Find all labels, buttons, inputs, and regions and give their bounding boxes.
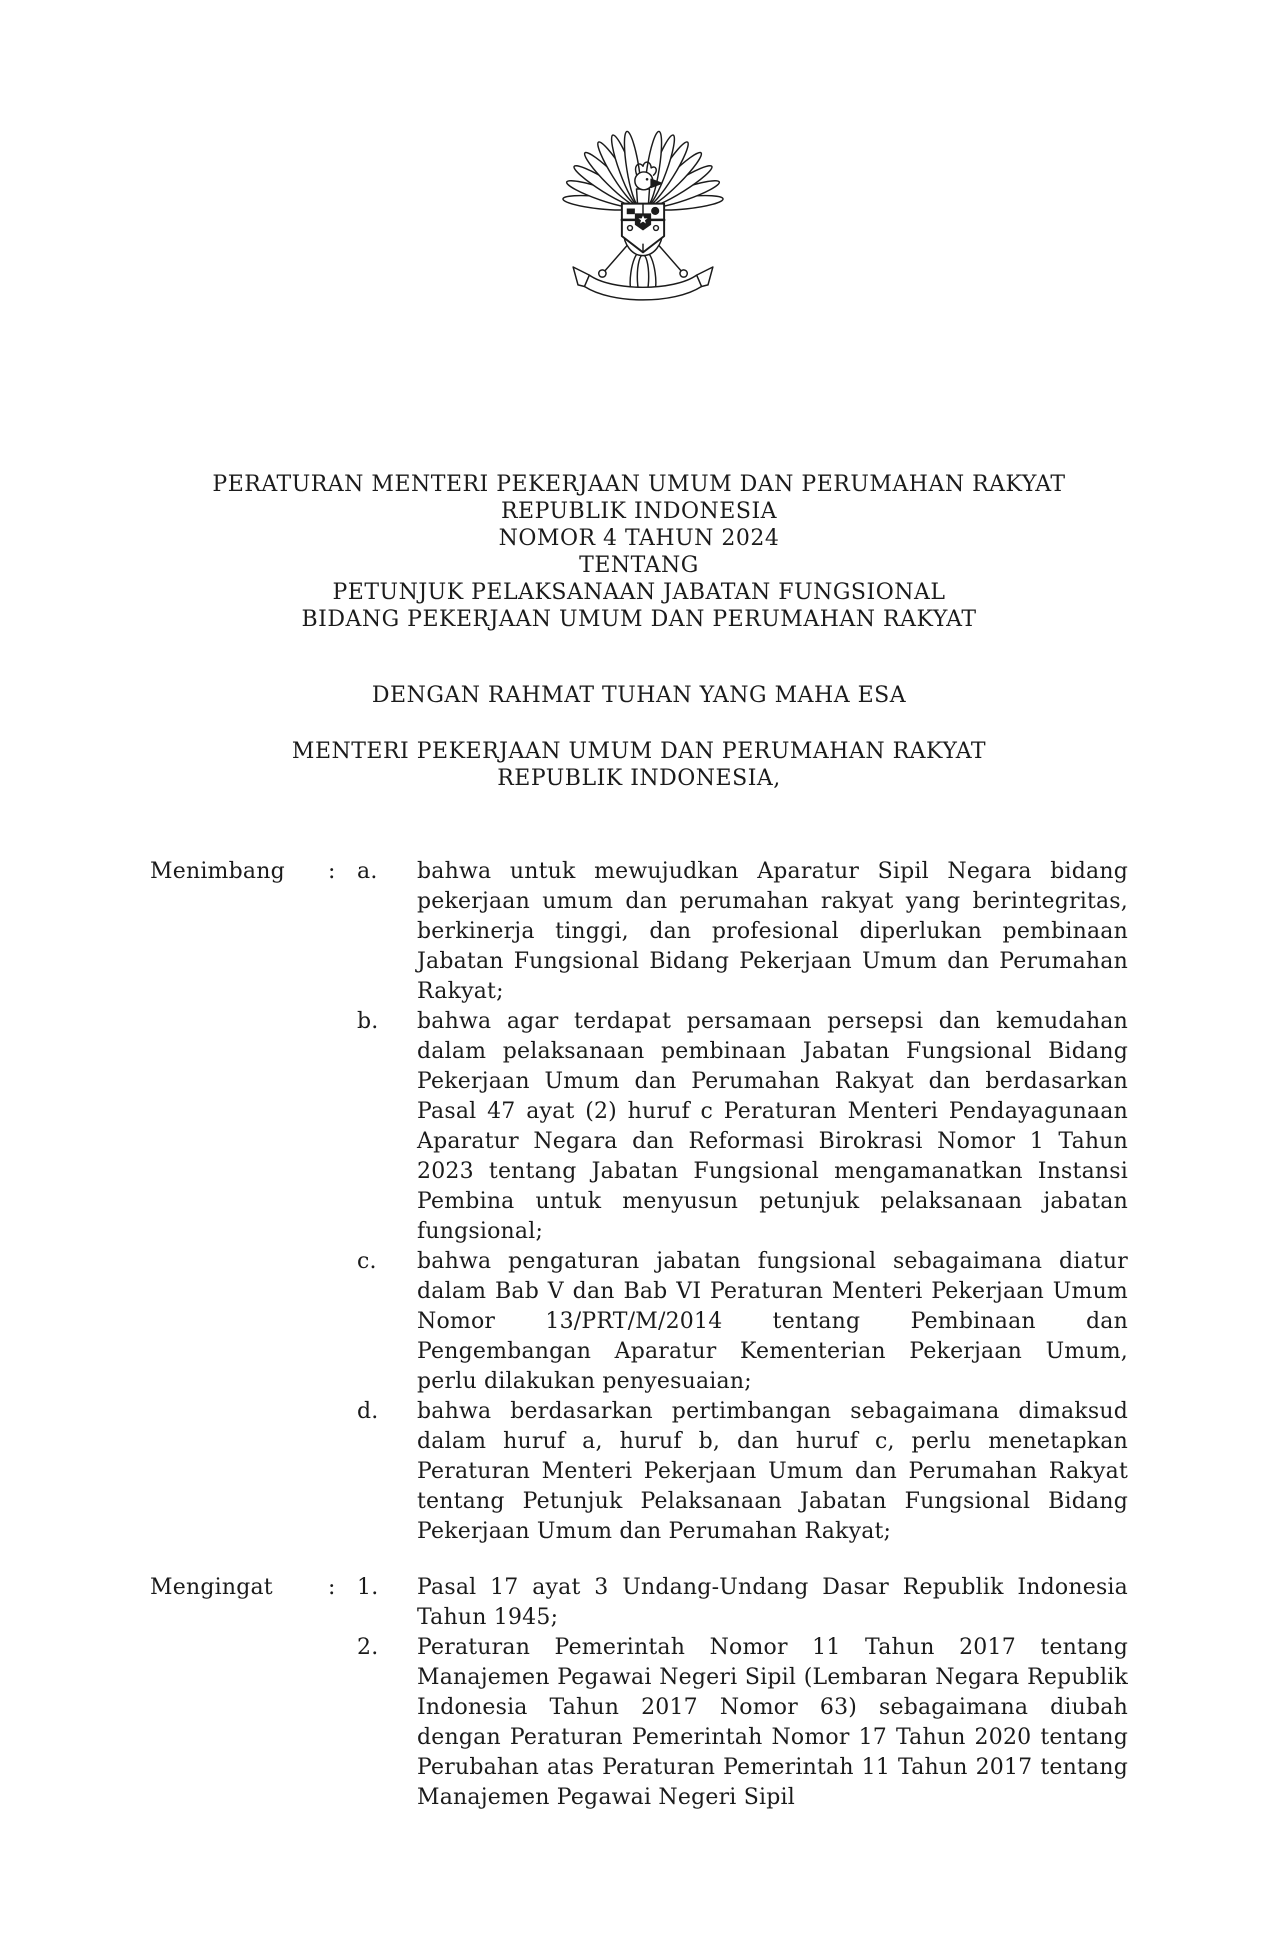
considering-item: [357, 1007, 1128, 1247]
item-marker: a.: [357, 859, 378, 884]
garuda-pancasila-icon: [557, 124, 729, 319]
document-title: [150, 471, 1128, 633]
title-line: TENTANG: [579, 553, 699, 578]
invocation-line: DENGAN RAHMAT TUHAN YANG MAHA ESA: [371, 683, 907, 708]
title-line: PETUNJUK PELAKSANAAN JABATAN FUNGSIONAL: [332, 580, 946, 605]
recalling-item: [357, 1573, 1128, 1633]
mengingat-section: [150, 1573, 1128, 1813]
menimbang-label: Menimbang: [150, 859, 285, 884]
mengingat-label: Mengingat: [150, 1575, 273, 1600]
considering-item: [357, 857, 1128, 1007]
authority-block: [150, 738, 1128, 792]
right-wing: [641, 130, 723, 212]
menimbang-colon: :: [328, 859, 336, 884]
title-line: NOMOR 4 TAHUN 2024: [498, 526, 780, 551]
left-wing: [562, 130, 644, 212]
title-line: REPUBLIK INDONESIA: [500, 499, 778, 524]
title-line: BIDANG PEKERJAAN UMUM DAN PERUMAHAN RAKYAT: [301, 607, 977, 632]
item-marker: b.: [357, 1009, 379, 1034]
recalling-item: [357, 1633, 1128, 1813]
garuda-pancasila-emblem: [557, 124, 729, 319]
menimbang-items: [357, 857, 1128, 1547]
item-text: bahwa berdasarkan pertimbangan sebagaimana dimaksud dalam huruf a, huruf b, dan huruf c, perlu menetapkan Peraturan Menteri Pekerjaan Umum dan Perumahan Rakyat tentang Petunjuk Pelaksanaan Jabatan Fungsional Bidang Pekerjaan Umum dan Perumahan Rakyat;: [417, 1399, 1128, 1544]
authority-line: REPUBLIK INDONESIA,: [497, 766, 781, 791]
considering-item: [357, 1247, 1128, 1397]
authority-line: MENTERI PEKERJAAN UMUM DAN PERUMAHAN RAKYAT: [291, 739, 987, 764]
considering-item: [357, 1397, 1128, 1547]
item-marker: d.: [357, 1399, 379, 1424]
item-marker: 1.: [357, 1575, 379, 1600]
item-text: bahwa untuk mewujudkan Aparatur Sipil Negara bidang pekerjaan umum dan perumahan rakyat yang berintegritas, berkinerja tinggi, dan profesional diperlukan pembinaan Jabatan Fungsional Bidang Pekerjaan Umum dan Perumahan Rakyat;: [417, 859, 1128, 1004]
item-marker: 2.: [357, 1635, 379, 1660]
menimbang-section: [150, 857, 1128, 1547]
preamble-clauses: [150, 857, 1128, 1813]
item-text: Peraturan Pemerintah Nomor 11 Tahun 2017 tentang Manajemen Pegawai Negeri Sipil (Lembaran Negara Republik Indonesia Tahun 2017 Nomor 63) sebagaimana diubah dengan Peraturan Pemerintah Nomor 17 Tahun 2020 tentang Perubahan atas Peraturan Pemerintah 11 Tahun 2017 tentang Manajemen Pegawai Negeri Sipil: [417, 1635, 1128, 1810]
item-text: Pasal 17 ayat 3 Undang-Undang Dasar Republik Indonesia Tahun 1945;: [417, 1575, 1128, 1630]
item-text: bahwa agar terdapat persamaan persepsi dan kemudahan dalam pelaksanaan pembinaan Jabatan Fungsional Bidang Pekerjaan Umum dan Perumahan Rakyat dan berdasarkan Pasal 47 ayat (2) huruf c Peraturan Menteri Pendayagunaan Aparatur Negara dan Reformasi Birokrasi Nomor 1 Tahun 2023 tentang Jabatan Fungsional mengamanatkan Instansi Pembina untuk menyusun petunjuk pelaksanaan jabatan fungsional;: [417, 1009, 1128, 1244]
item-marker: c.: [357, 1249, 377, 1274]
mengingat-items: [357, 1573, 1128, 1813]
mengingat-colon: :: [328, 1575, 336, 1600]
title-line: PERATURAN MENTERI PEKERJAAN UMUM DAN PERUMAHAN RAKYAT: [212, 472, 1066, 497]
item-text: bahwa pengaturan jabatan fungsional sebagaimana diatur dalam Bab V dan Bab VI Peraturan Menteri Pekerjaan Umum Nomor 13/PRT/M/2014 tentang Pembinaan dan Pengembangan Aparatur Kementerian Pekerjaan Umum, perlu dilakukan penyesuaian;: [417, 1249, 1128, 1394]
